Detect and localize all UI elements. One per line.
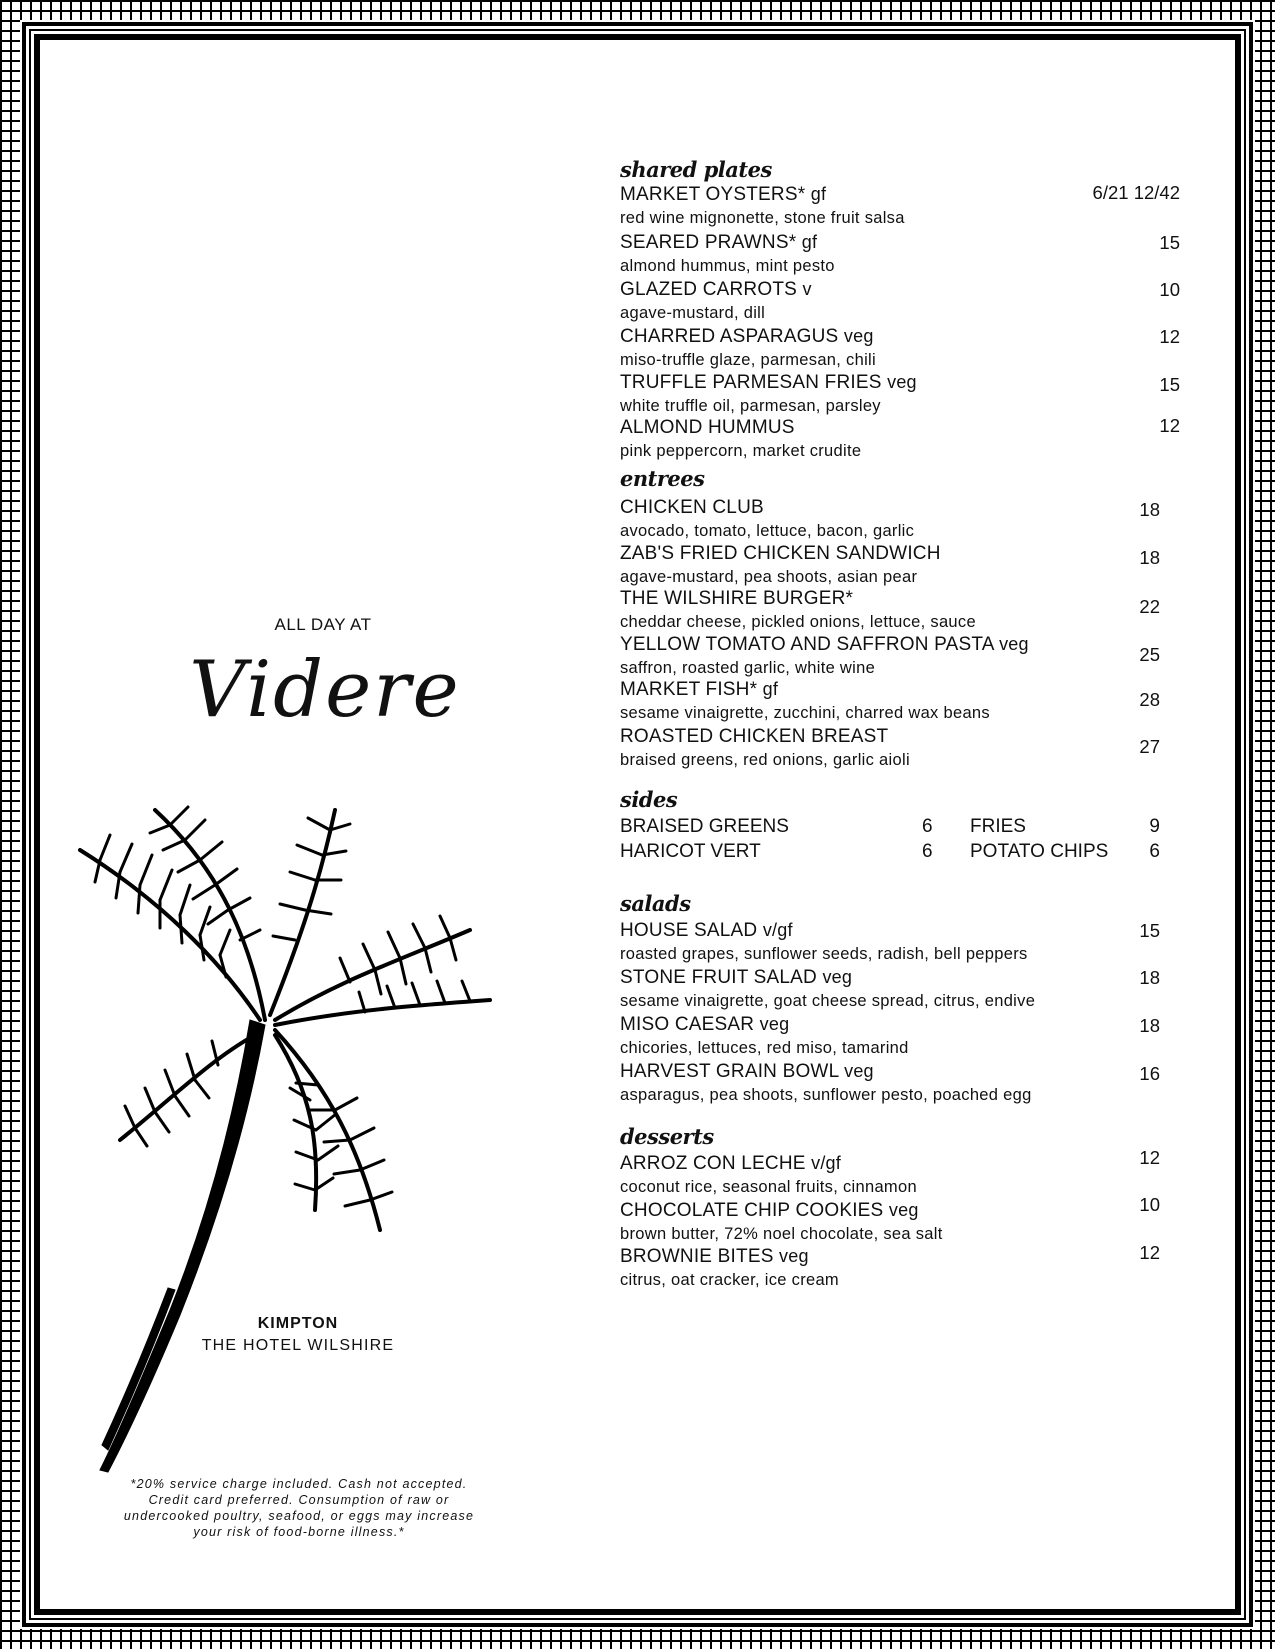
menu-list bbox=[620, 158, 1180, 1290]
item-price: 10 bbox=[1139, 1194, 1160, 1215]
sides-row bbox=[620, 839, 1180, 864]
menu-item bbox=[620, 586, 1180, 632]
dietary-tag: gf bbox=[810, 184, 827, 204]
item-name: TRUFFLE PARMESAN FRIES bbox=[620, 372, 882, 393]
item-price: 10 bbox=[1159, 279, 1180, 300]
hotel-name: THE HOTEL WILSHIRE bbox=[201, 1337, 395, 1354]
item-price: 12 bbox=[1159, 326, 1180, 347]
item-name: THE WILSHIRE BURGER* bbox=[620, 588, 854, 609]
section-title-sides: sides bbox=[620, 787, 678, 812]
dietary-tag: gf bbox=[801, 232, 818, 252]
hotel-brand: KIMPTON bbox=[257, 1315, 339, 1332]
item-name: YELLOW TOMATO AND SAFFRON PASTA bbox=[620, 634, 994, 655]
item-name: HOUSE SALAD bbox=[620, 920, 758, 941]
dietary-tag: veg bbox=[844, 1061, 874, 1081]
dietary-tag: gf bbox=[762, 679, 779, 699]
side-price: 9 bbox=[1149, 816, 1160, 837]
item-price: 12 bbox=[1139, 1242, 1160, 1263]
item-description: almond hummus, mint pesto bbox=[620, 257, 835, 275]
dietary-tag: veg bbox=[887, 372, 917, 392]
service-disclaimer: *20% service charge included. Cash not accepted. Credit card preferred. Consumption of raw or undercooked poultry, seafood, or eggs may increase your risk of food-borne illness.* bbox=[123, 1477, 475, 1539]
item-name: MARKET OYSTERS* bbox=[620, 184, 806, 205]
item-name: CHOCOLATE CHIP COOKIES bbox=[620, 1200, 884, 1221]
item-name: ROASTED CHICKEN BREAST bbox=[620, 726, 889, 747]
menu-item bbox=[620, 918, 1180, 965]
dietary-tag: v bbox=[802, 279, 812, 299]
item-name: STONE FRUIT SALAD bbox=[620, 967, 817, 988]
item-name: MARKET FISH* bbox=[620, 679, 758, 700]
menu-item bbox=[620, 1059, 1180, 1125]
item-description: avocado, tomato, lettuce, bacon, garlic bbox=[620, 522, 915, 540]
item-price: 25 bbox=[1139, 644, 1160, 665]
side-price: 6 bbox=[922, 816, 933, 837]
dietary-tag: veg bbox=[779, 1246, 809, 1266]
item-price: 15 bbox=[1159, 232, 1180, 253]
menu-item bbox=[620, 724, 1180, 788]
side-name: HARICOT VERT bbox=[620, 841, 761, 862]
section-title-shared-plates: shared plates bbox=[620, 157, 772, 182]
side-name: FRIES bbox=[970, 816, 1026, 837]
item-price: 6/21 12/42 bbox=[1092, 182, 1180, 203]
menu-item bbox=[620, 1147, 1180, 1198]
menu-item bbox=[620, 415, 1180, 467]
menu-page bbox=[40, 40, 1235, 1609]
item-price: 15 bbox=[1139, 920, 1160, 941]
side-price: 6 bbox=[1149, 841, 1160, 862]
menu-item bbox=[620, 965, 1180, 1012]
item-price: 16 bbox=[1139, 1063, 1160, 1084]
item-description: red wine mignonette, stone fruit salsa bbox=[620, 209, 905, 227]
item-name: SEARED PRAWNS* bbox=[620, 232, 797, 253]
dietary-tag: veg bbox=[822, 967, 853, 987]
item-name: GLAZED CARROTS bbox=[620, 279, 797, 300]
item-description: roasted grapes, sunflower seeds, radish, bell peppers bbox=[620, 945, 1028, 963]
item-price: 12 bbox=[1159, 415, 1180, 436]
item-description: agave-mustard, pea shoots, asian pear bbox=[620, 568, 918, 586]
item-price: 18 bbox=[1139, 547, 1160, 568]
dietary-tag: veg bbox=[843, 326, 874, 346]
menu-item bbox=[620, 370, 1180, 415]
item-description: coconut rice, seasonal fruits, cinnamon bbox=[620, 1178, 917, 1196]
item-price: 18 bbox=[1139, 1015, 1160, 1036]
item-name: ARROZ CON LECHE bbox=[620, 1153, 806, 1174]
item-name: CHARRED ASPARAGUS bbox=[620, 326, 839, 347]
section-title-entrees: entrees bbox=[620, 466, 705, 491]
side-name: POTATO CHIPS bbox=[970, 841, 1109, 862]
item-description: sesame vinaigrette, goat cheese spread, citrus, endive bbox=[620, 992, 1036, 1010]
side-name: BRAISED GREENS bbox=[620, 816, 789, 837]
item-description: chicories, lettuces, red miso, tamarind bbox=[620, 1039, 909, 1057]
item-description: white truffle oil, parmesan, parsley bbox=[620, 397, 881, 415]
item-name: MISO CAESAR bbox=[620, 1014, 755, 1035]
menu-item bbox=[620, 182, 1180, 230]
item-description: sesame vinaigrette, zucchini, charred wax beans bbox=[620, 704, 990, 722]
item-description: miso-truffle glaze, parmesan, chili bbox=[620, 351, 876, 369]
dietary-tag: v/gf bbox=[811, 1153, 841, 1173]
dietary-tag: v/gf bbox=[762, 920, 793, 940]
item-name: ALMOND HUMMUS bbox=[620, 417, 795, 438]
menu-item bbox=[620, 1194, 1180, 1244]
brand-logo: Videre bbox=[189, 645, 461, 735]
item-price: 15 bbox=[1159, 374, 1180, 395]
item-price: 27 bbox=[1139, 736, 1160, 757]
brand-pre-title: ALL DAY AT bbox=[274, 615, 372, 634]
section-title-salads: salads bbox=[620, 891, 691, 916]
item-description: agave-mustard, dill bbox=[620, 304, 766, 322]
side-price: 6 bbox=[922, 841, 933, 862]
section-title-desserts: desserts bbox=[620, 1124, 714, 1149]
dietary-tag: veg bbox=[759, 1014, 790, 1034]
item-name: HARVEST GRAIN BOWL bbox=[620, 1061, 839, 1082]
item-name: CHICKEN CLUB bbox=[620, 497, 764, 518]
menu-item bbox=[620, 1244, 1180, 1290]
item-description: pink peppercorn, market crudite bbox=[620, 442, 862, 460]
sides-row bbox=[620, 814, 1180, 839]
palm-tree-icon bbox=[60, 790, 510, 1480]
item-description: cheddar cheese, pickled onions, lettuce, sauce bbox=[620, 613, 976, 631]
item-description: citrus, oat cracker, ice cream bbox=[620, 1271, 839, 1289]
item-price: 28 bbox=[1139, 689, 1160, 710]
item-price: 18 bbox=[1139, 499, 1160, 520]
menu-item bbox=[620, 230, 1180, 277]
item-price: 18 bbox=[1139, 967, 1160, 988]
menu-item bbox=[620, 1012, 1180, 1059]
item-description: braised greens, red onions, garlic aioli bbox=[620, 751, 910, 769]
item-description: asparagus, pea shoots, sunflower pesto, poached egg bbox=[620, 1086, 1032, 1104]
item-price: 22 bbox=[1139, 596, 1160, 617]
item-description: brown butter, 72% noel chocolate, sea salt bbox=[620, 1225, 943, 1243]
menu-item bbox=[620, 677, 1180, 724]
item-name: ZAB'S FRIED CHICKEN SANDWICH bbox=[620, 543, 941, 564]
item-name: BROWNIE BITES bbox=[620, 1246, 774, 1267]
menu-item bbox=[620, 495, 1180, 541]
item-description: saffron, roasted garlic, white wine bbox=[620, 659, 876, 677]
dietary-tag: veg bbox=[999, 634, 1029, 654]
dietary-tag: veg bbox=[888, 1200, 919, 1220]
menu-item bbox=[620, 324, 1180, 370]
menu-item bbox=[620, 541, 1180, 586]
item-price: 12 bbox=[1139, 1147, 1160, 1168]
menu-item bbox=[620, 632, 1180, 677]
menu-item bbox=[620, 277, 1180, 324]
